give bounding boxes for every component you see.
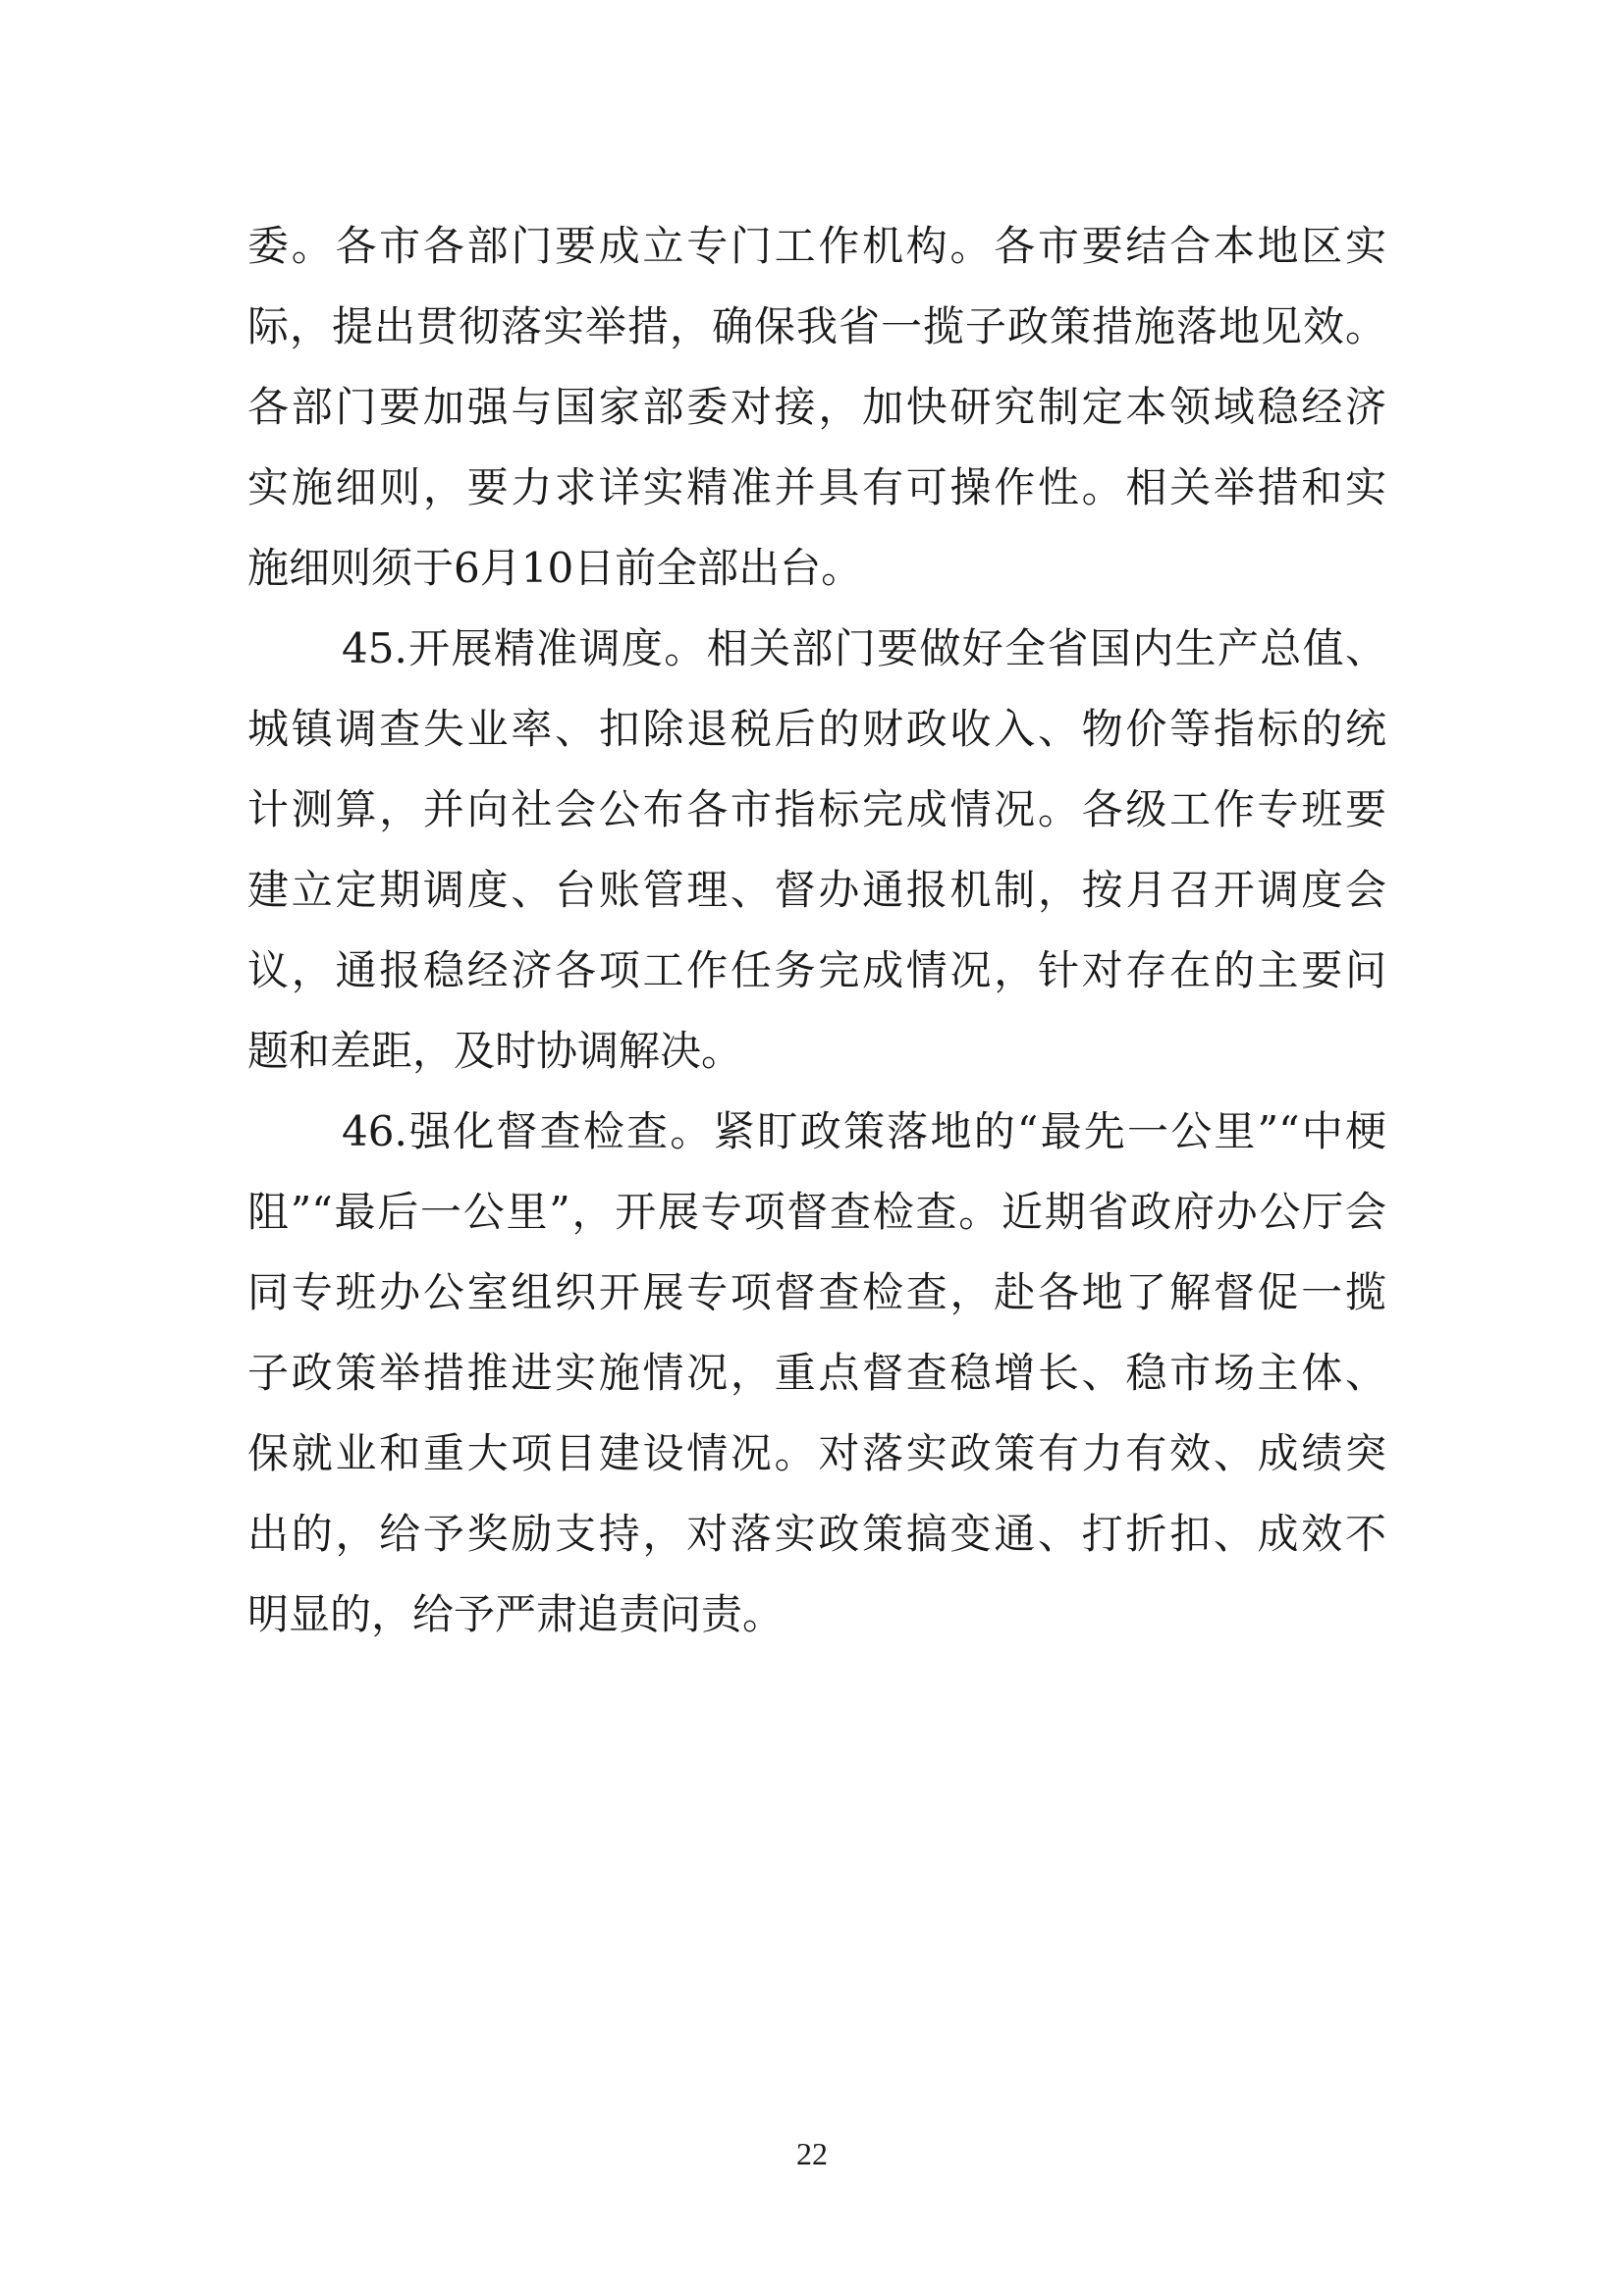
paragraph-2-line-2: 城镇调查失业率、扣除退税后的财政收入、物价等指标的统 [247,705,1386,753]
paragraph-3-line-6: 出的，给予奖励支持，对落实政策搞变通、打折扣、成效不 [247,1510,1386,1558]
paragraph-3-line-3: 同专班办公室组织开展专项督查检查，赴各地了解督促一揽 [247,1268,1386,1316]
paragraph-3-line-7: 明显的，给予严肃追责问责。 [247,1590,785,1638]
page-number: 22 [796,2136,828,2171]
body-text [247,206,1386,1655]
paragraph-2-line-5: 议，通报稳经济各项工作任务完成情况，针对存在的主要问 [247,946,1386,994]
paragraph-2-line-4: 建立定期调度、台账管理、督办通报机制，按月召开调度会 [247,866,1386,914]
paragraph-3-line-5: 保就业和重大项目建设情况。对落实政策有力有效、成绩突 [247,1429,1386,1477]
paragraph-2-line-3: 计测算，并向社会公布各市指标完成情况。各级工作专班要 [247,785,1386,833]
paragraph-1-line-3: 各部门要加强与国家部委对接，加快研究制定本领域稳经济 [247,383,1386,431]
paragraph-1-line-1: 委。各市各部门要成立专门工作机构。各市要结合本地区实 [247,222,1386,270]
paragraph-3-line-2: 阻”“最后一公里”，开展专项督查检查。近期省政府办公厅会 [247,1188,1386,1236]
paragraph-1-line-4: 实施细则，要力求详实精准并具有可操作性。相关举措和实 [247,463,1386,511]
paragraph-2-line-1: 45.开展精准调度。相关部门要做好全省国内生产总值、 [342,624,1386,672]
paragraph-3-line-4: 子政策举措推进实施情况，重点督查稳增长、稳市场主体、 [247,1349,1386,1397]
paragraph-2-line-6: 题和差距，及时协调解决。 [247,1027,743,1075]
paragraph-1-line-5: 施细则须于6月10日前全部出台。 [247,544,863,592]
paragraph-3-line-1: 46.强化督查检查。紧盯政策落地的“最先一公里”“中梗 [342,1107,1386,1155]
paragraph-1-line-2: 际，提出贯彻落实举措，确保我省一揽子政策措施落地见效。 [247,302,1386,350]
